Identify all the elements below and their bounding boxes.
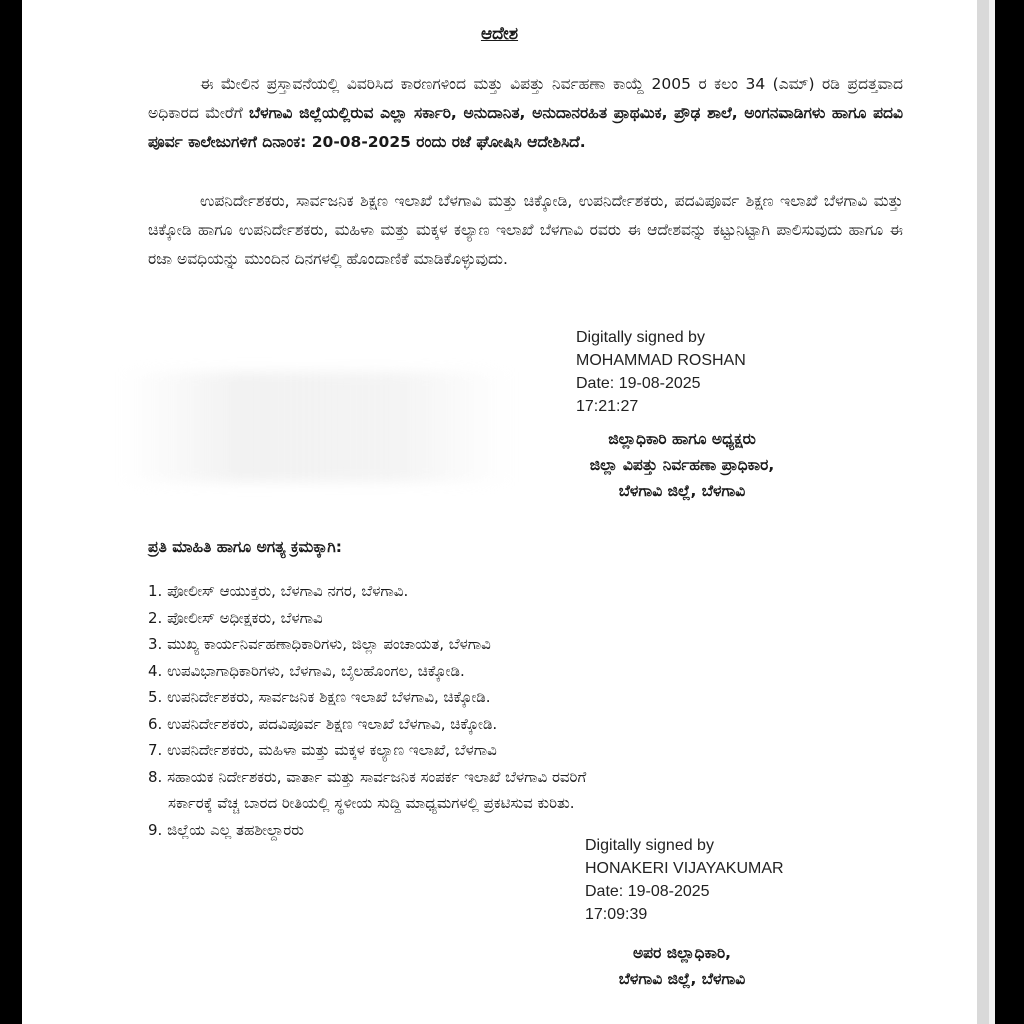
list-item: 6. ಉಪನಿರ್ದೇಶಕರು, ಪದವಿಪೂರ್ವ ಶಿಕ್ಷಣ ಇಲಾಖೆ ಬೆಳಗಾವಿ, ಚಿಕ್ಕೋಡಿ.	[148, 714, 498, 733]
page-edge	[977, 0, 989, 1024]
document-title: ಆದೇಶ	[480, 24, 519, 44]
office-line: ಜಿಲ್ಲಾ ವಿಪತ್ತು ನಿರ್ವಹಣಾ ಪ್ರಾಧಿಕಾರ,	[589, 456, 775, 474]
list-item-line: 8. ಸಹಾಯಕ ನಿರ್ದೇಶಕರು, ವಾರ್ತಾ ಮತ್ತು ಸಾರ್ವಜನಿಕ ಸಂಪರ್ಕ ಇಲಾಖೆ ಬೆಳಗಾವಿ ರವರಿಗೆ	[148, 767, 587, 786]
signature-label: Digitally signed by	[585, 837, 714, 854]
page-edge	[989, 0, 995, 1024]
instruction-paragraph	[148, 187, 903, 274]
signature-label: Digitally signed by	[576, 329, 705, 346]
copy-to-heading: ಪ್ರತಿ ಮಾಹಿತಿ ಹಾಗೂ ಅಗತ್ಯ ಕ್ರಮಕ್ಕಾಗಿ:	[148, 538, 342, 556]
list-item: 3. ಮುಖ್ಯ ಕಾರ್ಯನಿರ್ವಹಣಾಧಿಕಾರಿಗಳು, ಜಿಲ್ಲಾ ಪಂಚಾಯತ, ಬೆಳಗಾವಿ	[148, 635, 491, 653]
office-line: ಜಿಲ್ಲಾಧಿಕಾರಿ ಹಾಗೂ ಅಧ್ಯಕ್ಷರು	[608, 430, 756, 448]
signature-time: 17:09:39	[585, 906, 648, 923]
order-paragraph	[148, 70, 903, 157]
signatory-office-1	[502, 426, 862, 504]
instruction-text: ಉಪನಿರ್ದೇಶಕರು, ಸಾರ್ವಜನಿಕ ಶಿಕ್ಷಣ ಇಲಾಖೆ ಬೆಳಗಾವಿ ಮತ್ತು ಚಿಕ್ಕೋಡಿ, ಉಪನಿರ್ದೇಶಕರು, ಪದವಿಪೂರ್ವ ಶಿಕ್ಷಣ ಇಲಾಖೆ ಬೆಳಗಾವಿ ಮತ್ತು ಚಿಕ್ಕೋಡಿ ಹಾಗೂ ಉಪನಿರ್ದೇಶಕರು, ಮಹಿಳಾ ಮತ್ತು ಮಕ್ಕಳ ಕಲ್ಯಾಣ ಇಲಾಖೆ ಬೆಳಗಾವಿ ರವರು ಈ ಆದೇಶವನ್ನು ಕಟ್ಟುನಿಟ್ಟಾಗಿ ಪಾಲಿಸುವುದು ಹಾಗೂ ಈ ರಜಾ ಅವಧಿಯನ್ನು ಮುಂದಿನ ದಿನಗಳಲ್ಲಿ ಹೊಂದಾಣಿಕೆ ಮಾಡಿಕೊಳ್ಳುವುದು.	[148, 192, 903, 268]
list-item: 9. ಜಿಲ್ಲೆಯ ಎಲ್ಲ ತಹಶೀಲ್ದಾರರು	[148, 820, 304, 839]
signer-name: HONAKERI VIJAYAKUMAR	[585, 860, 784, 877]
list-item: 7. ಉಪನಿರ್ದೇಶಕರು, ಮಹಿಳಾ ಮತ್ತು ಮಕ್ಕಳ ಕಲ್ಯಾಣ ಇಲಾಖೆ, ಬೆಳಗಾವಿ	[148, 741, 497, 759]
list-item	[148, 764, 908, 817]
signer-name: MOHAMMAD ROSHAN	[576, 352, 746, 369]
list-item: 1. ಪೋಲೀಸ್ ಆಯುಕ್ತರು, ಬೆಳಗಾವಿ ನಗರ, ಬೆಳಗಾವಿ.	[148, 582, 409, 600]
office-line: ಬೆಳಗಾವಿ ಜಿಲ್ಲೆ, ಬೆಳಗಾವಿ	[618, 970, 746, 988]
order-text-bold: ಬೆಳಗಾವಿ ಜಿಲ್ಲೆಯಲ್ಲಿರುವ ಎಲ್ಲಾ ಸರ್ಕಾರಿ, ಅನುದಾನಿತ, ಅನುದಾನರಹಿತ ಪ್ರಾಥಮಿಕ, ಪ್ರೌಢ ಶಾಲೆ, ಅಂಗನವಾಡಿಗಳು ಹಾಗೂ ಪದವಿ ಪೂರ್ವ ಕಾಲೇಜುಗಳಿಗೆ ದಿನಾಂಕ: 20-08-2025 ರಂದು ರಜೆ ಘೋಷಿಸಿ ಆದೇಶಿಸಿದೆ.	[148, 104, 904, 151]
copy-to-list	[148, 578, 908, 843]
document-page	[22, 0, 977, 1024]
faded-stamp-area	[122, 372, 512, 482]
digital-signature-1	[576, 326, 746, 418]
list-item: 4. ಉಪವಿಭಾಗಾಧಿಕಾರಿಗಳು, ಬೆಳಗಾವಿ, ಬೈಲಹೊಂಗಲ, ಚಿಕ್ಕೋಡಿ.	[148, 661, 465, 680]
signature-date: Date: 19-08-2025	[576, 375, 701, 392]
list-item: 5. ಉಪನಿರ್ದೇಶಕರು, ಸಾರ್ವಜನಿಕ ಶಿಕ್ಷಣ ಇಲಾಖೆ ಬೆಳಗಾವಿ, ಚಿಕ್ಕೋಡಿ.	[148, 688, 491, 706]
digital-signature-2	[585, 834, 784, 926]
office-line: ಅಪರ ಜಿಲ್ಲಾಧಿಕಾರಿ,	[632, 944, 732, 962]
office-line: ಬೆಳಗಾವಿ ಜಿಲ್ಲೆ, ಬೆಳಗಾವಿ	[618, 482, 746, 500]
signature-date: Date: 19-08-2025	[585, 883, 710, 900]
signatory-office-2	[542, 940, 822, 992]
signature-time: 17:21:27	[576, 398, 639, 415]
list-item: 2. ಪೋಲೀಸ್ ಅಧೀಕ್ಷಕರು, ಬೆಳಗಾವಿ	[148, 608, 323, 627]
order-text: ಈ ಮೇಲಿನ ಪ್ರಸ್ತಾವನೆಯಲ್ಲಿ ವಿವರಿಸಿದ ಕಾರಣಗಳಿಂದ ಮತ್ತು ವಿಪತ್ತು ನಿರ್ವಹಣಾ ಕಾಯ್ದೆ 2005 ರ ಕಲಂ 34 (ಎಮ್) ರಡಿ ಪ್ರದತ್ತವಾದ ಅಧಿಕಾರದ ಮೇರೆಗೆ	[148, 75, 903, 122]
list-item-continuation: ಸರ್ಕಾರಕ್ಕೆ ವೆಚ್ಚ ಬಾರದ ರೀತಿಯಲ್ಲಿ ಸ್ಥಳೀಯ ಸುದ್ದಿ ಮಾಧ್ಯಮಗಳಲ್ಲಿ ಪ್ರಕಟಿಸುವ ಕುರಿತು.	[168, 794, 575, 812]
